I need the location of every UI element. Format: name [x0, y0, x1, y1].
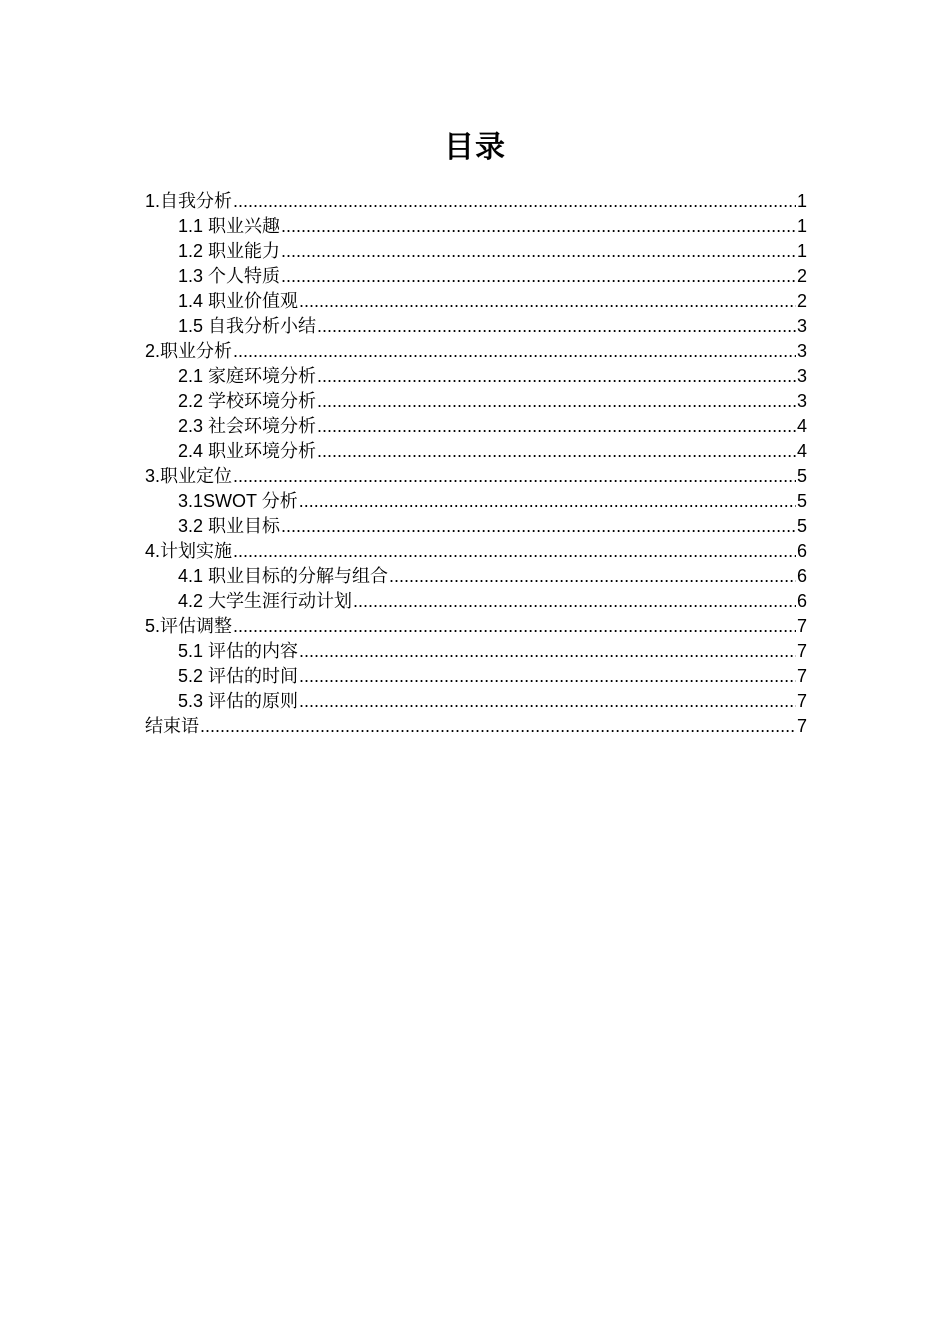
toc-entry[interactable]: [145, 589, 807, 614]
toc-entry-label: 1.自我分析: [145, 191, 233, 211]
toc-dot-leader: [281, 264, 796, 289]
toc-entry-page-number: 3: [796, 316, 807, 336]
toc-dot-leader: [299, 289, 796, 314]
toc-entry-page-number: 4: [796, 441, 807, 461]
toc-entry[interactable]: [145, 314, 807, 339]
toc-entry[interactable]: [145, 614, 807, 639]
table-of-contents: [145, 189, 807, 739]
toc-entry[interactable]: [145, 564, 807, 589]
toc-entry-page-number: 5: [796, 491, 807, 511]
toc-entry-page-number: 1: [796, 191, 807, 211]
toc-entry-page-number: 5: [796, 516, 807, 536]
toc-entry-page-number: 1: [796, 241, 807, 261]
toc-dot-leader: [299, 639, 796, 664]
toc-dot-leader: [281, 239, 796, 264]
toc-entry-label: 1.2 职业能力: [178, 241, 281, 261]
toc-dot-leader: [200, 714, 796, 739]
toc-entry[interactable]: [145, 264, 807, 289]
toc-entry-label: 5.2 评估的时间: [178, 666, 299, 686]
toc-dot-leader: [317, 414, 796, 439]
toc-entry-label: 2.3 社会环境分析: [178, 416, 317, 436]
toc-entry[interactable]: [145, 414, 807, 439]
toc-entry[interactable]: [145, 239, 807, 264]
toc-entry[interactable]: [145, 464, 807, 489]
toc-entry[interactable]: [145, 714, 807, 739]
toc-entry-page-number: 3: [796, 341, 807, 361]
toc-entry-label: 5.3 评估的原则: [178, 691, 299, 711]
toc-entry-page-number: 1: [796, 216, 807, 236]
toc-dot-leader: [233, 339, 796, 364]
toc-dot-leader: [317, 364, 796, 389]
toc-dot-leader: [233, 539, 796, 564]
toc-entry-label: 3.职业定位: [145, 466, 233, 486]
toc-entry[interactable]: [145, 664, 807, 689]
toc-entry-label: 结束语: [145, 716, 199, 736]
toc-dot-leader: [317, 439, 796, 464]
toc-entry[interactable]: [145, 339, 807, 364]
toc-entry[interactable]: [145, 189, 807, 214]
toc-entry-label: 4.1 职业目标的分解与组合: [178, 566, 389, 586]
toc-entry-page-number: 7: [796, 691, 807, 711]
toc-entry-label: 3.2 职业目标: [178, 516, 281, 536]
toc-entry[interactable]: [145, 639, 807, 664]
toc-entry-page-number: 4: [796, 416, 807, 436]
toc-entry-label: 1.1 职业兴趣: [178, 216, 281, 236]
toc-entry[interactable]: [145, 364, 807, 389]
toc-entry-label: 1.4 职业价值观: [178, 291, 299, 311]
toc-entry[interactable]: [145, 289, 807, 314]
toc-entry-page-number: 7: [796, 716, 807, 736]
toc-entry-label: 5.1 评估的内容: [178, 641, 299, 661]
toc-dot-leader: [299, 489, 796, 514]
toc-entry[interactable]: [145, 514, 807, 539]
toc-entry-page-number: 7: [796, 616, 807, 636]
toc-entry-label: 4.2 大学生涯行动计划: [178, 591, 353, 611]
toc-entry-label: 5.评估调整: [145, 616, 233, 636]
toc-entry[interactable]: [145, 539, 807, 564]
toc-entry-label: 1.5 自我分析小结: [178, 316, 317, 336]
toc-entry-label: 2.4 职业环境分析: [178, 441, 317, 461]
toc-entry[interactable]: [145, 439, 807, 464]
toc-entry-page-number: 6: [796, 591, 807, 611]
toc-entry-page-number: 3: [796, 391, 807, 411]
toc-dot-leader: [281, 514, 796, 539]
toc-entry-page-number: 7: [796, 666, 807, 686]
toc-dot-leader: [299, 689, 796, 714]
toc-entry-label: 2.2 学校环境分析: [178, 391, 317, 411]
toc-entry-label: 3.1SWOT 分析: [178, 491, 298, 511]
toc-dot-leader: [317, 314, 796, 339]
toc-entry[interactable]: [145, 389, 807, 414]
toc-dot-leader: [233, 464, 796, 489]
toc-entry-page-number: 7: [796, 641, 807, 661]
toc-dot-leader: [233, 189, 796, 214]
toc-dot-leader: [299, 664, 796, 689]
toc-dot-leader: [281, 214, 796, 239]
toc-entry[interactable]: [145, 489, 807, 514]
toc-dot-leader: [233, 614, 796, 639]
toc-entry-label: 4.计划实施: [145, 541, 233, 561]
toc-dot-leader: [389, 564, 796, 589]
toc-entry-label: 2.1 家庭环境分析: [178, 366, 317, 386]
toc-dot-leader: [317, 389, 796, 414]
toc-entry-page-number: 6: [796, 541, 807, 561]
toc-entry[interactable]: [145, 214, 807, 239]
toc-dot-leader: [353, 589, 796, 614]
toc-entry[interactable]: [145, 689, 807, 714]
toc-entry-page-number: 2: [796, 266, 807, 286]
toc-entry-page-number: 6: [796, 566, 807, 586]
toc-entry-label: 1.3 个人特质: [178, 266, 281, 286]
toc-entry-page-number: 2: [796, 291, 807, 311]
toc-title: 目录: [444, 131, 506, 164]
toc-entry-page-number: 5: [796, 466, 807, 486]
toc-entry-page-number: 3: [796, 366, 807, 386]
toc-entry-label: 2.职业分析: [145, 341, 233, 361]
